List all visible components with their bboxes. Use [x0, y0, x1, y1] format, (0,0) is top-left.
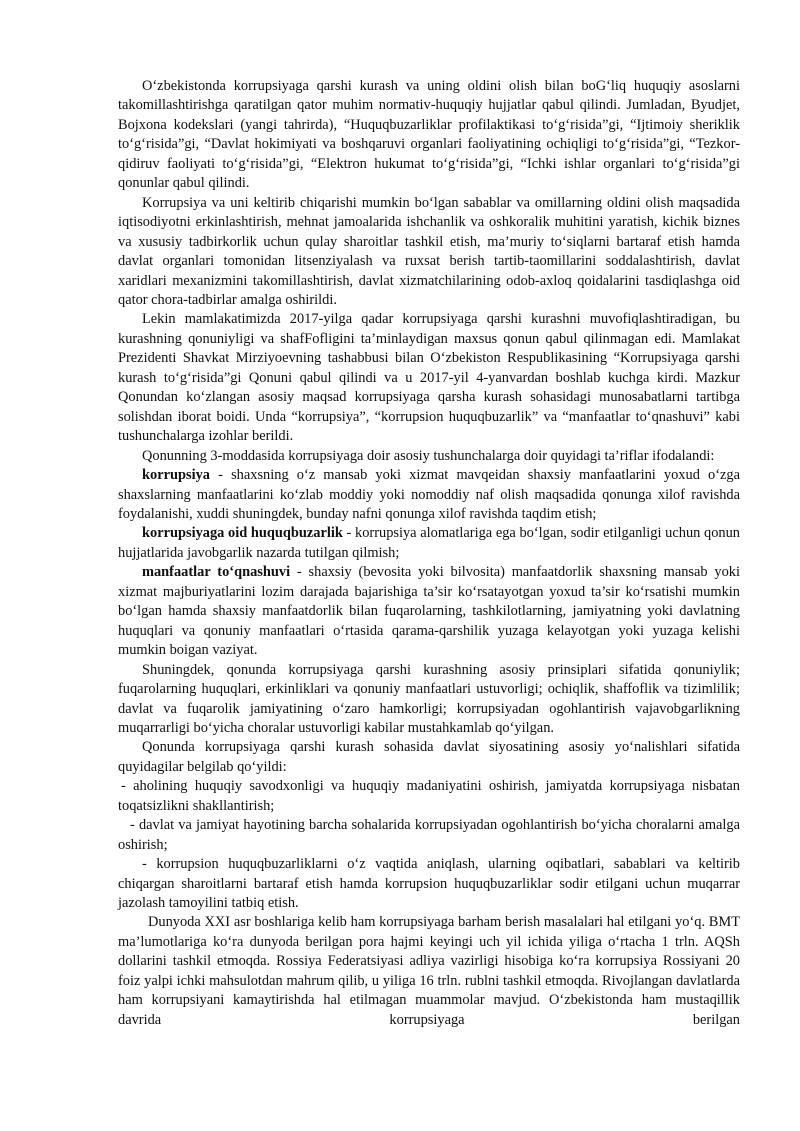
list-item: - davlat va jamiyat hayotining barcha sohalarida korrupsiyadan ogohlantirish bo‘yicha choralarni amalga oshirish;: [118, 817, 740, 853]
paragraph-anticorruption-law: Lekin mamlakatimizda 2017-yilga qadar korrupsiyaga qarshi kurashni muvofiqlashtiradigan, bu kurashning qonuniyligi va shafFofligini ta’minlaydigan maxsus qonun qabul qilinmagan edi. Mamlakat Prezidenti Shavkat Mirziyoevning tashabbusi bilan O‘zbekiston Respublikasining “Korrupsiyaga qarshi kurash to‘g‘risida”gi Qonuni qabul qilindi va u 2017-yil 4-yanvardan boshlab kuchga kirdi. Mazkur Qonundan ko‘zlangan asosiy maqsad korrupsiyaga qarsha kurash sohasidagi munosabatlarni tartibga solishdan iborat boidi. Unda “korrupsiya”, “korrupsion huquqbuzarlik” va “manfaatlar to‘qnashuvi” kabi tushunchalarga izohlar berildi.: [118, 311, 740, 445]
definition-term: korrupsiya: [142, 467, 210, 484]
paragraph-legal-acts: O‘zbekistonda korrupsiyaga qarshi kurash va uning oldini olish bilan boG‘liq huquqiy asoslarni takomillashtirishga qaratilgan qator muhim normativ-huquqiy hujjatlar qabul qilindi. Jumladan, Byudjet, Bojxona kodekslari (yangi tahrirda), “Huquqbuzarliklar profilaktikasi to‘g‘risida”gi, “Ijtimoiy sheriklik to‘g‘risida”gi, “Davlat hokimiyati va boshqaruvi organlari faoliyatining ochiqligi to‘g‘risida”gi, “Tezkor- qidiruv faoliyati to‘g‘risida”gi, “Elektron hukumat to‘g‘risida”gi, “Ichki ishlar organlari to‘g‘risida”gi qonunlar qabul qilindi.: [118, 78, 740, 192]
definition-text: - korrupsiya alomatlariga ega bo‘lgan, sodir etilganligi uchun qonun hujjatlarida javobgarlik nazarda tutilgan qilmish;: [118, 525, 740, 561]
paragraph-world-corruption: Dunyoda XXI asr boshlariga kelib ham korrupsiyaga barham berish masalalari hal etilgani yo‘q. BMT ma’lumotlariga ko‘ra dunyoda berilgan pora hajmi keyingi uch yil ichida yiliga o‘rtacha 1 trln. AQSh dollarini tashkil etmoqda. Rossiya Federatsiyasi adliya vazirligi hisobiga ko‘ra korrupsiya Rossiyani 20 foiz yalpi ichki mahsulotdan mahrum qilib, u yiliga 16 trln. rublni tashkil etmoqda. Rivojlangan davlatlarda ham korrupsiyani kamaytirishda hal etilmagan muammolar mavjud. O‘zbekistonda ham mustaqillik davrida korrupsiyaga berilgan: [118, 914, 740, 1028]
definition-huquqbuzarlik: [118, 524, 740, 563]
list-item: - aholining huquqiy savodxonligi va huquqiy madaniyatini oshirish, jamiyatda korrupsiyaga nisbatan toqatsizlikni shakllantirish;: [118, 778, 740, 814]
definition-text: - shaxsning o‘z mansab yoki xizmat mavqeidan shaxsiy manfaatlarini yoxud o‘zga shaxslarning manfaatlarini ko‘zlab moddiy yoki nomoddiy naf olish maqsadida qonunga xilof ravishda foydalanishi, xuddi shuningdek, bunday nafni qonunga xilof ravishda taqdim etish;: [118, 467, 740, 522]
definition-korrupsiya: [118, 466, 740, 524]
definition-term: korrupsiyaga oid huquqbuzarlik: [142, 525, 343, 542]
definition-term: manfaatlar to‘qnashuvi: [142, 564, 291, 581]
paragraph-prevention-measures: Korrupsiya va uni keltirib chiqarishi mumkin bo‘lgan sabablar va omillarning oldini olish maqsadida iqtisodiyotni erkinlashtirish, mehnat jamoalarida ishchanlik va oshkoralik muhitini yaratish, kichik biznes va xususiy tadbirkorlik uchun qulay sharoitlar tashkil etish, ma’muriy to‘siqlarni bartaraf etish hamda davlat organlari tomonidan litsenziyalash va ruxsat berish tartib-taomillarini soddalashtirish, davlat xaridlari mexanizmini takomillashtirish, davlat xizmatchilarining odob-axloq qoidalarini tasdiqlashga oid qator chora-tadbirlar amalga oshirildi.: [118, 194, 740, 308]
paragraph-principles: Shuningdek, qonunda korrupsiyaga qarshi kurashning asosiy prinsiplari sifatida qonuniylik; fuqarolarning huquqlari, erkinliklari va qonuniy manfaatlari ustuvorligi; ochiqlik, shaffoflik va tizimlilik; davlat va fuqarolik jamiyatining o‘zaro hamkorligi; korrupsiyadan ogohlantirish vajavobgarlikning muqarrarligi bo‘yicha choralar ustuvorligi kabilar mustahkamlab qo‘yilgan.: [118, 661, 740, 736]
definition-manfaatlar: [118, 563, 740, 660]
definition-text: - shaxsiy (bevosita yoki bilvosita) manfaatdorlik shaxsning mansab yoki xizmat majburiyatlarini lozim darajada bajarishiga ta’sir ko‘rsatayotgan yoxud ta’sir ko‘rsatishi mumkin bo‘lgan hamda shaxsiy manfaatdorlik bilan fuqarolarning, tashkilotlarning, jamiyatning yoki davlatning huquqlari va qonuniy manfaatlari o‘rtasida qarama-qarshilik yuzaga kelayotgan yoki yuzaga kelishi mumkin boigan vaziyat.: [118, 564, 740, 659]
paragraph-directions-intro: Qonunda korrupsiyaga qarshi kurash sohasida davlat siyosatining asosiy yo‘nalishlari sifatida quyidagilar belgilab qo‘yildi:: [118, 739, 740, 775]
list-item: - korrupsion huquqbuzarliklarni o‘z vaqtida aniqlash, ularning oqibatlari, sabablari va keltirib chiqargan sharoitlarni bartaraf etish hamda korrupsion huquqbuzarliklar sodir etilgani uchun muqarrar jazolash tamoyilini tatbiq etish.: [118, 856, 740, 912]
paragraph-article-3-intro: Qonunning 3-moddasida korrupsiyaga doir asosiy tushunchalarga doir quyidagi ta’riflar ifodalandi:: [142, 447, 715, 464]
